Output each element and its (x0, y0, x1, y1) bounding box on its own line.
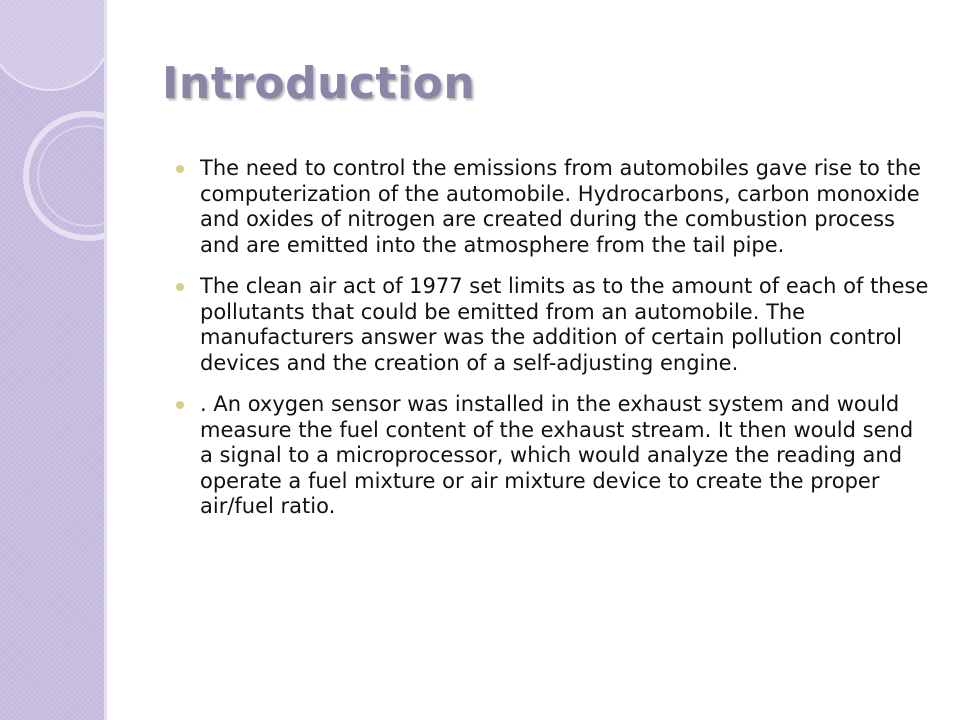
bullet-item-1 (176, 156, 932, 258)
decorative-rings (0, 0, 106, 720)
bullet-item-3 (176, 392, 932, 520)
slide-title: Introduction (162, 58, 476, 109)
sidebar-edge-line (104, 0, 107, 720)
decorative-sidebar (0, 0, 107, 720)
bullet-dot-icon (176, 401, 184, 409)
bullet-text-1: The need to control the emissions from automobiles gave rise to the computerization of the automobile. Hydrocarbons, carbon monoxide and oxides of nitrogen are created during the combustion process and are emitted into the atmosphere from the tail pipe. (200, 156, 922, 257)
bullet-dot-icon (176, 283, 184, 291)
bullet-list (176, 156, 932, 536)
bullet-text-3: . An oxygen sensor was installed in the exhaust system and would measure the fuel content of the exhaust stream. It then would send a signal to a microprocessor, which would analyze the reading and operate a fuel mixture or air mixture device to create the proper air/fuel ratio. (200, 392, 914, 518)
large-ring-shape (0, 0, 106, 90)
bullet-dot-icon (176, 165, 184, 173)
inner-ring-shape (38, 126, 106, 226)
bullet-text-2: The clean air act of 1977 set limits as to the amount of each of these pollutants that could be emitted from an automobile. The manufacturers answer was the addition of certain pollution control devices and the creation of a self-adjusting engine. (200, 274, 929, 375)
bullet-item-2 (176, 274, 932, 376)
